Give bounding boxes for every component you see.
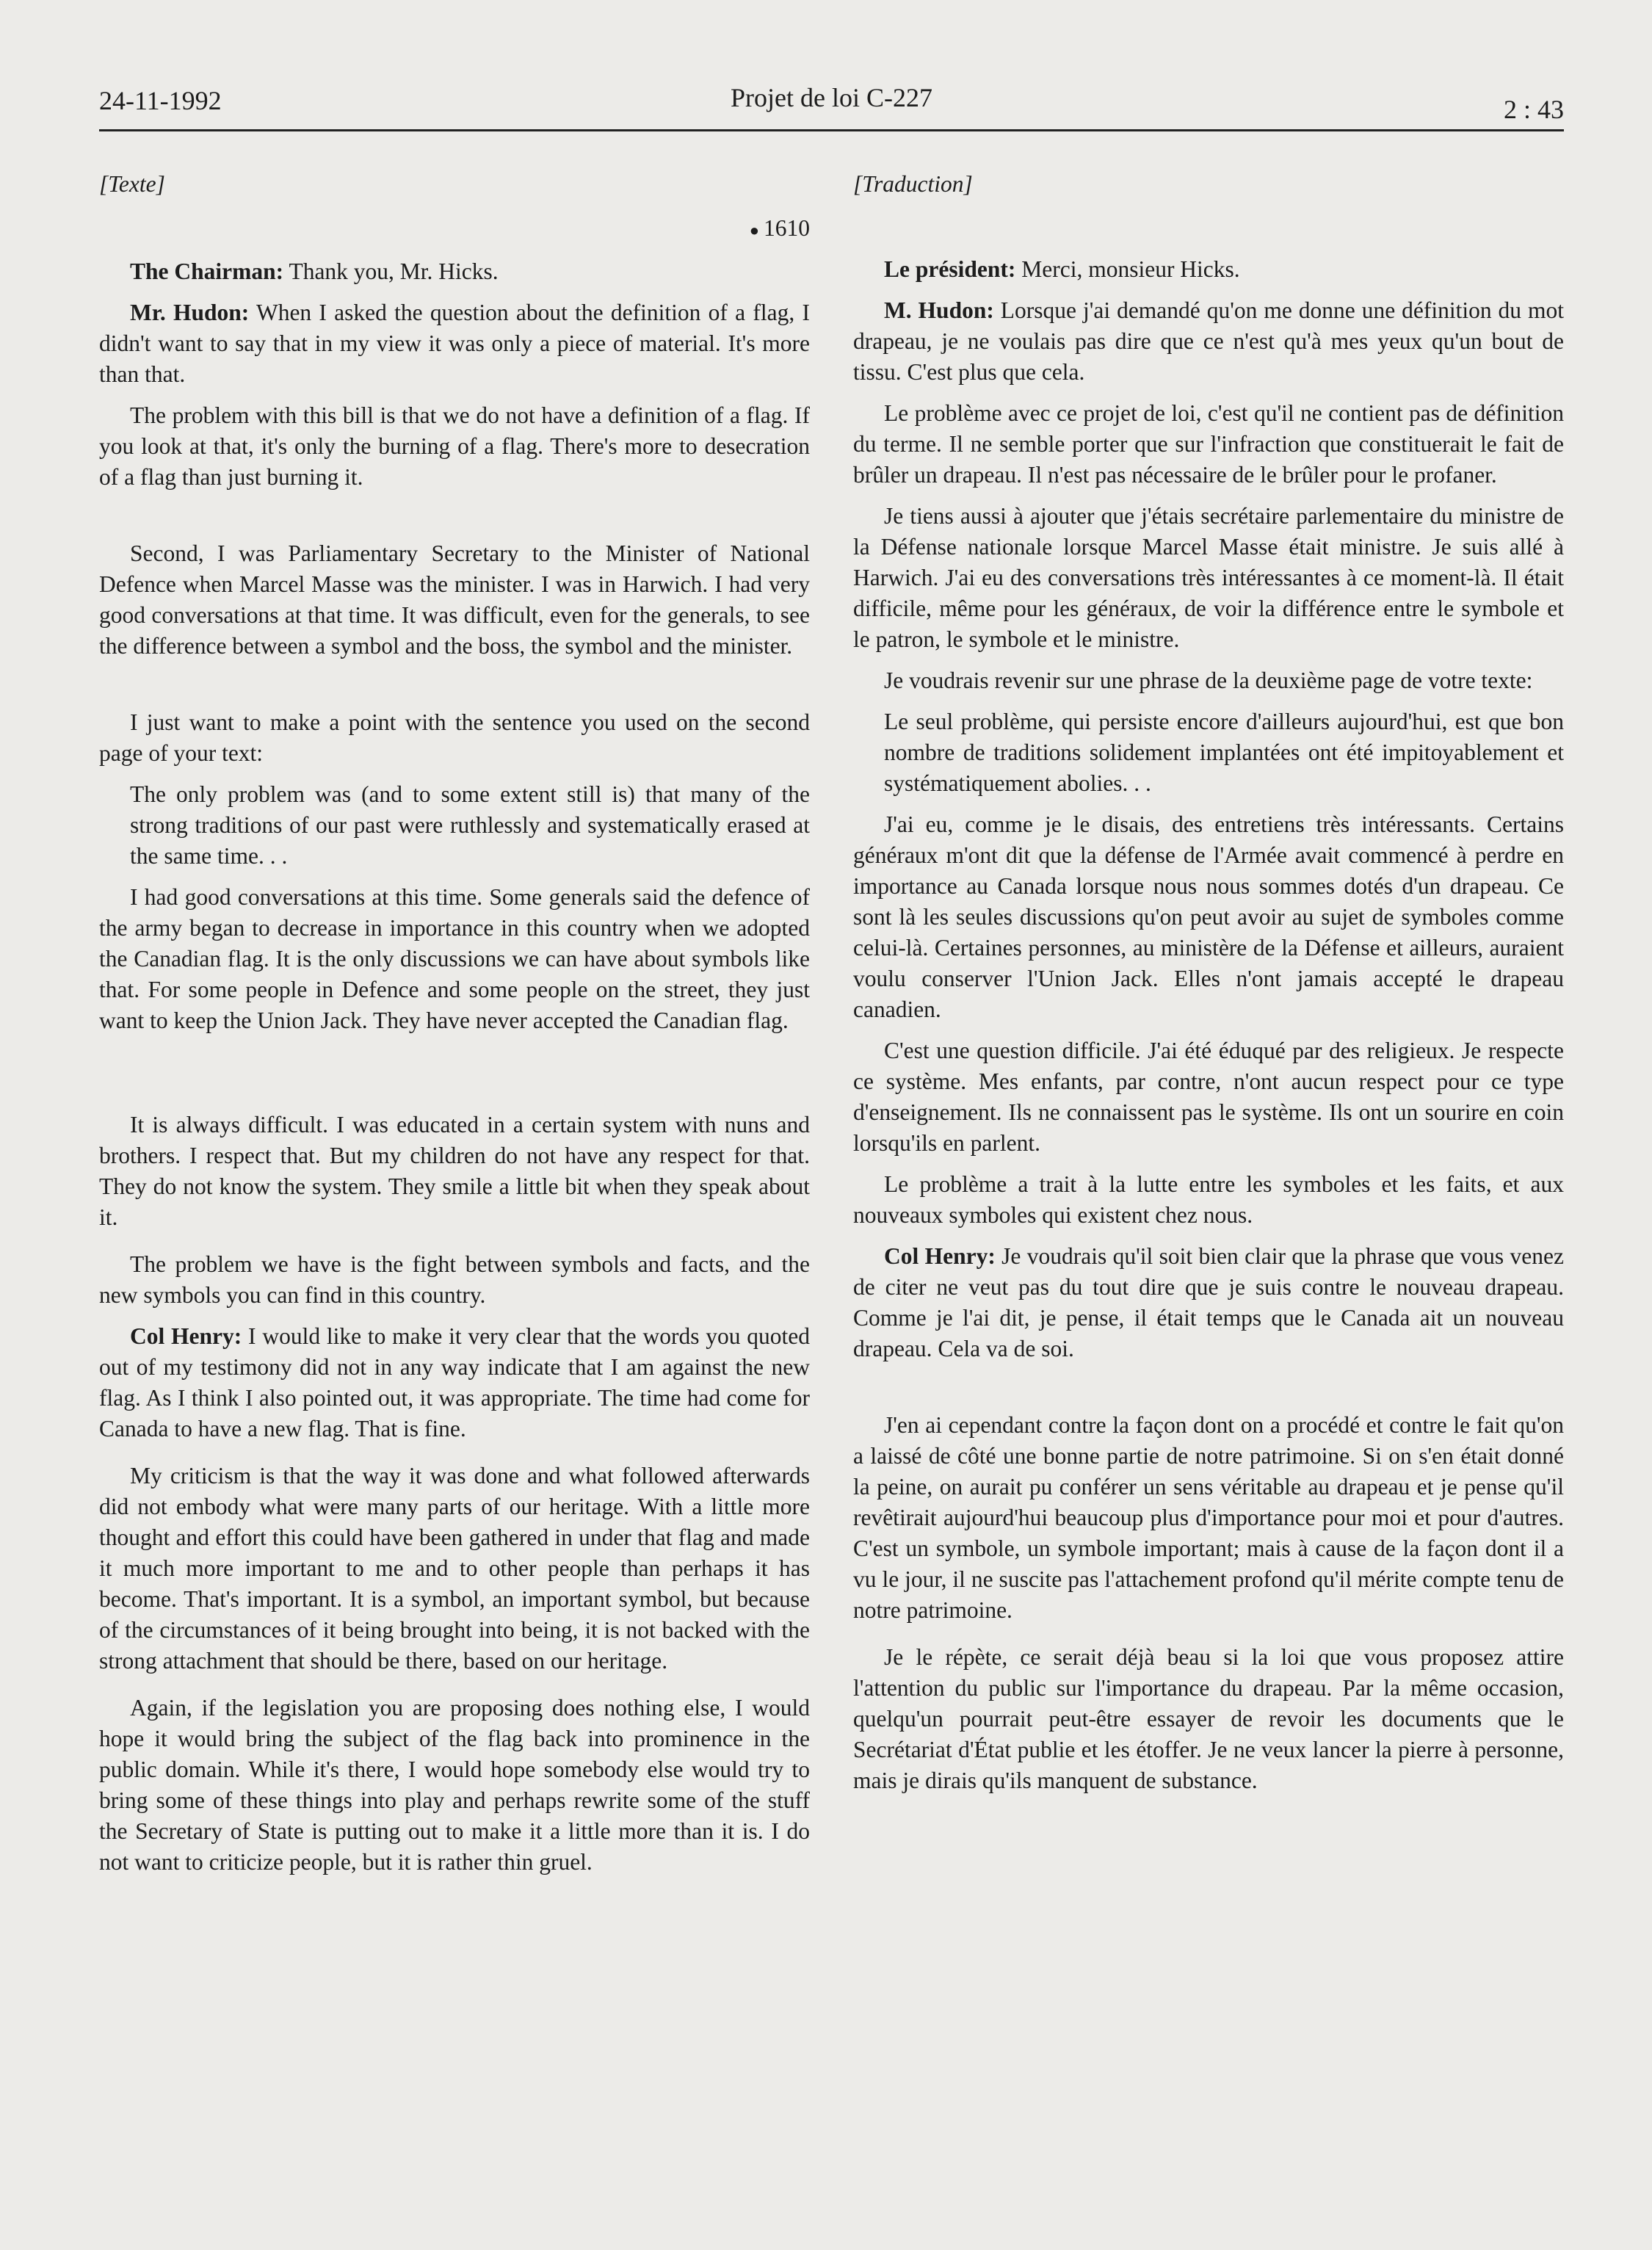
paragraph: My criticism is that the way it was done and what followed afterwards did not embody what were many parts of our heritage. With a little more thought and effort this could have been gathered in under that flag and made it much more important to me and to other people than perhaps it has become. That's important. It is a symbol, an important symbol, but because of the circumstances of it being brought into being, it is not backed with the strong attachment that should be there, based on our heritage. xyxy=(99,1462,810,1674)
french-column xyxy=(853,169,1564,1796)
paragraph xyxy=(99,297,810,390)
speaker-name: M. Hudon: xyxy=(884,297,994,323)
bullet-icon: ● xyxy=(749,220,759,239)
paragraph: Je le répète, ce serait déjà beau si la loi que vous proposez attire l'attention du public sur l'importance du drapeau. Par la même occasion, quelqu'un pourrait peut-être essayer de revoir les documents que le Secrétariat d'État publie et les étoffer. Je ne veux lancer la pierre à personne, mais je dirais qu'ils manquent de substance. xyxy=(853,1644,1564,1793)
paragraph: J'en ai cependant contre la façon dont on a procédé et contre le fait qu'on a laissé de côté une bonne partie de notre patrimoine. Si on s'en était donné la peine, on aurait pu conférer un sens véritable au drapeau et je pense qu'il revêtirait aujourd'hui beaucoup plus d'importance pour moi et pour d'autres. C'est un symbole, un symbole important; mais à cause de la façon dont il a vu le jour, il ne suscite pas l'attachement profond qu'il mérite compte tenu de notre patrimoine. xyxy=(853,1412,1564,1623)
block-quote: Le seul problème, qui persiste encore d'ailleurs aujourd'hui, est que bon nombre de traditions solidement implantées ont été impitoyablement et systématiquement abolies. . . xyxy=(884,709,1564,796)
speech-text: Thank you, Mr. Hicks. xyxy=(283,258,499,284)
paragraph: Je voudrais revenir sur une phrase de la deuxième page de votre texte: xyxy=(884,668,1533,693)
paragraph: Je tiens aussi à ajouter que j'étais secrétaire parlementaire du ministre de la Défense nationale lorsque Marcel Masse était ministre. Je suis allé à Harwich. J'ai eu des conversations très intéressantes à ce moment-là. Il était difficile, même pour les généraux, de voir la différence entre le symbole et le patron, le symbole et le ministre. xyxy=(853,503,1564,652)
header-page-number: 2 : 43 xyxy=(1503,95,1564,124)
page-header xyxy=(99,82,1564,131)
speaker-name: Col Henry: xyxy=(130,1323,242,1349)
header-date: 24-11-1992 xyxy=(99,86,222,115)
block-quote: The only problem was (and to some extent still is) that many of the strong traditions of our past were ruthlessly and systematically erased at the same time. . . xyxy=(130,781,810,869)
column-label-traduction: [Traduction] xyxy=(853,171,973,197)
paragraph xyxy=(853,1241,1564,1364)
speech-text: I would like to make it very clear that the words you quoted out of my testimony did not in any way indicate that I am against the new flag. As I think I also pointed out, it was appropriate. The time had come for Canada to have a new flag. That is fine. xyxy=(99,1323,810,1441)
header-title: Projet de loi C-227 xyxy=(731,83,932,112)
speaker-name: Mr. Hudon: xyxy=(130,299,250,325)
time-stamp xyxy=(99,213,810,246)
paragraph: I had good conversations at this time. Some generals said the defence of the army began to decrease in importance in this country when we adopted the Canadian flag. It is the only discussions we can have about symbols like that. For some people in Defence and some people on the street, they just want to keep the Union Jack. They have never accepted the Canadian flag. xyxy=(99,883,810,1033)
paragraph: J'ai eu, comme je le disais, des entretiens très intéressants. Certains généraux m'ont dit que la défense de l'Armée avait commencé à perdre en importance au Canada lorsque nous nous sommes dotés d'un drapeau. Ce sont là les seules discussions qu'on peut avoir au sujet de symboles comme celui-là. Certaines personnes, au ministère de la Défense et ailleurs, auraient voulu conserver l'Union Jack. Elles n'ont jamais accepté le drapeau canadien. xyxy=(853,811,1564,1022)
paragraph: It is always difficult. I was educated in a certain system with nuns and brothers. I respect that. But my children do not have any respect for that. They do not know the system. They smile a little bit when they speak about it. xyxy=(99,1111,810,1230)
speaker-name: The Chairman: xyxy=(130,258,284,284)
speech-text: Je voudrais qu'il soit bien clair que la phrase que vous venez de citer ne veut pas du tout dire que je suis contre le nouveau drapeau. Comme je l'ai dit, je pense, il était temps que le Canada ait un nouveau drapeau. Cela va de soi. xyxy=(853,1243,1564,1361)
paragraph xyxy=(853,254,1564,285)
paragraph xyxy=(99,1321,810,1444)
paragraph xyxy=(99,256,810,287)
paragraph: Le problème a trait à la lutte entre les symboles et les faits, et aux nouveaux symboles qui existent chez nous. xyxy=(853,1171,1564,1228)
paragraph: The problem with this bill is that we do not have a definition of a flag. If you look at that, it's only the burning of a flag. There's more to desecration of a flag than just burning it. xyxy=(99,402,810,490)
paragraph: Second, I was Parliamentary Secretary to the Minister of National Defence when Marcel Masse was the minister. I was in Harwich. I had very good conversations at that time. It was difficult, even for the generals, to see the difference between a symbol and the boss, the symbol and the minister. xyxy=(99,540,810,659)
english-column xyxy=(99,169,810,1878)
column-label-texte: [Texte] xyxy=(99,171,165,197)
speech-text: When I asked the question about the definition of a flag, I didn't want to say that in my view it was only a piece of material. It's more than that. xyxy=(99,299,810,387)
paragraph: The problem we have is the fight between symbols and facts, and the new symbols you can find in this country. xyxy=(99,1251,810,1308)
paragraph: I just want to make a point with the sentence you used on the second page of your text: xyxy=(99,709,810,766)
speaker-name: Col Henry: xyxy=(884,1243,996,1269)
speech-text: Merci, monsieur Hicks. xyxy=(1015,256,1240,282)
speaker-name: Le président: xyxy=(884,256,1016,282)
paragraph: Le problème avec ce projet de loi, c'est qu'il ne contient pas de définition du terme. Il ne semble porter que sur l'infraction que constituerait le fait de brûler un drapeau. Il n'est pas nécessaire de le brûler pour le profaner. xyxy=(853,400,1564,488)
paragraph: Again, if the legislation you are proposing does nothing else, I would hope it would bring the subject of the flag back into prominence in the public domain. While it's there, I would hope somebody else would try to bring some of these things into play and perhaps rewrite some of the stuff the Secretary of State is putting out to make it a little more than it is. I do not want to criticize people, but it is rather thin gruel. xyxy=(99,1694,810,1875)
paragraph xyxy=(853,295,1564,388)
speech-text: Lorsque j'ai demandé qu'on me donne une définition du mot drapeau, je ne voulais pas dire que ce n'est qu'à mes yeux qu'un bout de tissu. C'est plus que cela. xyxy=(853,297,1564,385)
paragraph: C'est une question difficile. J'ai été éduqué par des religieux. Je respecte ce système. Mes enfants, par contre, n'ont aucun respect pour ce type d'enseignement. Ils ne connaissent pas le système. Ils ont un sourire en coin lorsqu'ils en parlent. xyxy=(853,1038,1564,1156)
time-value: 1610 xyxy=(764,215,810,241)
